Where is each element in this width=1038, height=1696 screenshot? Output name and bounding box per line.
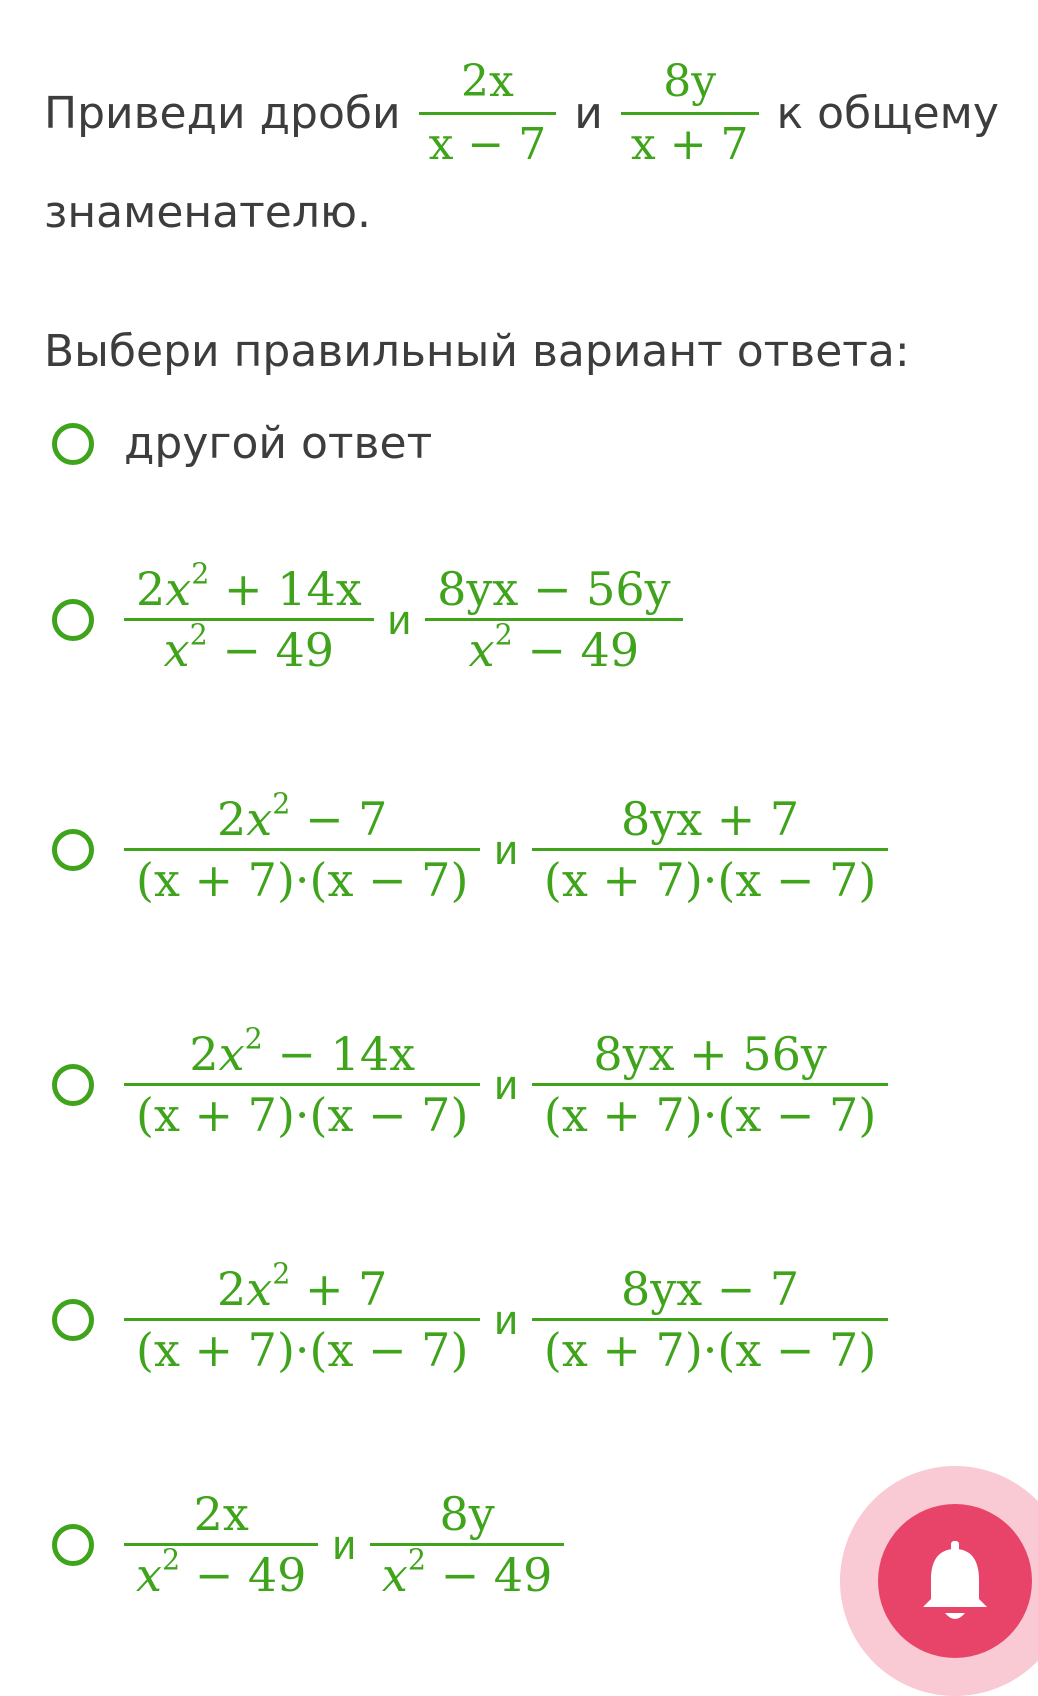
fraction-denominator: x − 7 (428, 119, 547, 170)
option-fraction-2 (532, 1260, 888, 1379)
radio-unchecked-icon[interactable] (52, 829, 94, 871)
fraction-denominator: (x + 7)·(x − 7) (543, 853, 877, 907)
option-fraction-1 (124, 557, 374, 679)
fraction-numerator: 8yx − 7 (620, 1262, 800, 1316)
bell-icon (907, 1533, 1003, 1629)
question-text-end: к общему (776, 88, 999, 139)
fraction-numerator: 8y (439, 1487, 495, 1541)
fraction-denominator: $x^2 - 49$ (163, 618, 335, 677)
question-joiner: и (574, 88, 603, 139)
answer-option-6[interactable] (52, 1485, 564, 1604)
question (44, 52, 999, 240)
fraction-numerator: 2x (193, 1487, 249, 1541)
fraction-denominator: (x + 7)·(x − 7) (543, 1323, 877, 1377)
option-fraction-1 (124, 787, 480, 909)
answer-option-5[interactable] (52, 1257, 888, 1379)
option-fraction-1 (124, 1485, 318, 1604)
radio-unchecked-icon[interactable] (52, 1064, 94, 1106)
option-joiner: и (494, 825, 518, 873)
fraction-numerator: $2x^2 + 14x$ (136, 557, 362, 616)
radio-unchecked-icon[interactable] (52, 423, 94, 465)
fraction-denominator: $x^2 - 49$ (136, 1543, 307, 1602)
fraction-denominator: (x + 7)·(x − 7) (136, 1088, 469, 1142)
fraction-denominator: $x^2 - 49$ (468, 618, 640, 677)
fraction-denominator: (x + 7)·(x − 7) (136, 1323, 469, 1377)
option-fraction-2 (532, 1025, 888, 1144)
question-line-2: знаменателю. (44, 187, 371, 238)
option-label: другой ответ (124, 418, 433, 469)
radio-unchecked-icon[interactable] (52, 599, 94, 641)
fraction-numerator: 8yx + 7 (620, 792, 800, 846)
fraction-numerator: 2x (461, 56, 514, 107)
answer-prompt: Выбери правильный вариант ответа: (44, 326, 910, 377)
bell-button-core[interactable] (878, 1504, 1032, 1658)
radio-unchecked-icon[interactable] (52, 1524, 94, 1566)
question-fraction-1 (419, 52, 557, 175)
fraction-denominator: $x^2 - 49$ (381, 1543, 553, 1602)
fraction-numerator: 8yx + 56y (593, 1027, 827, 1081)
fraction-numerator: 8yx − 56y (437, 562, 671, 616)
option-joiner: и (332, 1520, 356, 1568)
fraction-denominator: x + 7 (630, 119, 749, 170)
answer-option-4[interactable] (52, 1022, 888, 1144)
answer-option-3[interactable] (52, 787, 888, 909)
question-fraction-2 (621, 52, 759, 175)
fraction-numerator: $2x^2 - 14x$ (189, 1022, 416, 1081)
option-fraction-1 (124, 1022, 480, 1144)
fraction-denominator: (x + 7)·(x − 7) (543, 1088, 877, 1142)
radio-unchecked-icon[interactable] (52, 1299, 94, 1341)
fraction-numerator: $2x^2 - 7$ (216, 787, 388, 846)
option-joiner: и (494, 1295, 518, 1343)
option-joiner: и (387, 595, 412, 643)
option-joiner: и (494, 1060, 518, 1108)
option-fraction-1 (124, 1257, 480, 1379)
fraction-denominator: (x + 7)·(x − 7) (136, 853, 469, 907)
option-fraction-2 (370, 1485, 564, 1604)
notification-bell-button[interactable] (840, 1466, 1038, 1696)
question-line-1 (44, 52, 999, 175)
option-fraction-2 (532, 790, 888, 909)
option-fraction-2 (425, 560, 683, 679)
fraction-numerator: 8y (663, 56, 717, 107)
fraction-numerator: $2x^2 + 7$ (216, 1257, 388, 1316)
answer-option-2[interactable] (52, 557, 683, 679)
answer-option-1[interactable] (52, 418, 432, 469)
question-text-start: Приведи дроби (44, 88, 401, 139)
